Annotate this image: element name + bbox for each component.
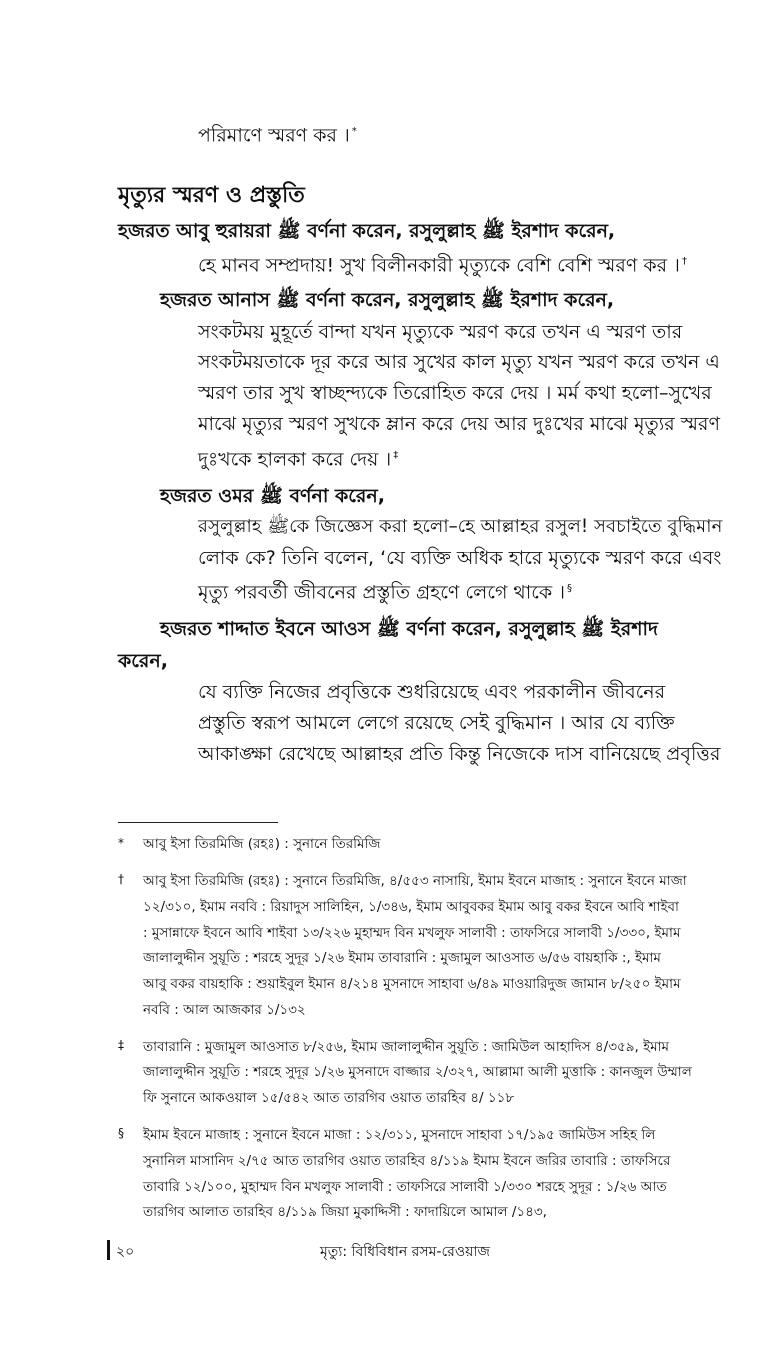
footnote-line: : মুসান্নাফে ইবনে আবি শাইবা ১৩/২২৬ মুহাম্মদ বিন মখলুফ সালাবী : তাফসিরে সালাবী ১/৩৩০, ইমাম [143,925,681,941]
footnote-line: ফি সুনানে আকওয়াল ১৫/৫৪২ আত তারগিব ওয়াত তারহিব ৪/ ১১৮ [143,1090,515,1106]
footnote-line: তাবারানি : মুজামুল আওসাত ৮/২৫৬, ইমাম জালালুদ্দীন সুয়ূতি : জামিউল আহাদিস ৪/৩৫৯, ইমাম [143,1039,670,1055]
hadith-3-line: লোক কে? তিনি বলেন, ‘যে ব্যক্তি অধিক হারে মৃত্যুকে স্মরণ করে এবং [198,547,722,569]
hadith-3-narration: হজরত ওমর ﷺ বর্ণনা করেন, [160,485,385,507]
hadith-1-body: হে মানব সম্প্রদায়! সুখ বিলীনকারী মৃত্যুকে বেশি বেশি স্মরণ কর । [198,254,680,277]
footnote-line: ১২/৩১০, ইমাম নববি : রিয়াদুস সালিহিন, ১/৩৪৬, ইমাম আবুবকর ইমাম আবু বকর ইবনে আবি শাইবা [143,899,679,915]
footnote-ref: * [351,126,357,137]
footnote-divider [118,822,278,823]
hadith-3-line: রসুলুল্লাহ ﷺকে জিজ্ঞেস করা হলো–হে আল্লাহর রসুল! সবচাইতে বুদ্ধিমান [198,516,723,537]
hadith-2-line: মাঝে মৃত্যুর স্মরণ সুখকে ম্লান করে দেয় আর দুঃখের মাঝে মৃত্যুর স্মরণ [198,413,720,435]
footnote-line: জালালুদ্দীন সুয়ূতি : শরহে সুদূর ১/২৬ ইমাম তাবারানি : মুজামুল আওসাত ৬/৫৬ বায়হাকি :, ইমাম [143,950,661,966]
footnote-line: আবু ইসা তিরমিজি (রহঃ) : সুনানে তিরমিজি, ৪/৫৫৩ নাসায়ি, ইমাম ইবনে মাজাহ : সুনানে ইবনে মাজা [143,873,687,889]
footnote-line: আবু ইসা তিরমিজি (রহঃ) : সুনানে তিরমিজি [143,836,381,852]
footnote-mark: § [118,1126,124,1140]
footer-bar [107,1240,110,1260]
hadith-2-line: সংকটময় মুহূর্তে বান্দা যখন মৃত্যুকে স্মরণ করে তখন এ স্মরণ তার [198,321,683,343]
section-heading: মৃত্যুর স্মরণ ও প্রস্তুতি [118,183,305,208]
hadith-4-line: আকাঙ্ক্ষা রেখেছে আল্লাহর প্রতি কিন্তু নিজেকে দাস বানিয়েছে প্রবৃত্তির [198,743,721,765]
hadith-2-line: স্মরণ তার সুখ স্বাচ্ছন্দ্যকে তিরোহিত করে দেয় । মর্ম কথা হলো–সুখের [198,382,712,404]
hadith-1-narration: হজরত আবু হুরায়রা ﷺ বর্ণনা করেন, রসুলুল্লাহ ﷺ ইরশাদ করেন, [118,220,616,242]
footnote-mark: ‡ [118,1038,124,1052]
hadith-3-line [198,574,572,607]
page-number: ২০ [116,1244,135,1260]
hadith-1-text [198,247,687,280]
intro-text: পরিমাণে স্মরণ কর । [198,124,350,147]
hadith-4-narration-cont: করেন, [118,650,168,672]
footnote-mark: † [118,872,124,886]
footnote-line: ইমাম ইবনে মাজাহ : সুনানে ইবনে মাজা : ১২/৩১১, মুসনাদে সাহাবা ১৭/১৯৫ জামিউস সহিহ লি [143,1127,656,1143]
hadith-2-last: দুঃখকে হালকা করে দেয় । [198,448,392,471]
hadith-4-narration: হজরত শাদ্দাত ইবনে আওস ﷺ বর্ণনা করেন, রসুলুল্লাহ ﷺ ইরশাদ [160,618,658,640]
running-title: মৃত্যু: বিধিবিধান রসম-রেওয়াজ [320,1244,490,1260]
footnote-ref: § [567,583,573,594]
footnote-line: নববি : আল আজকার ১/১৩২ [143,1002,306,1018]
footnote-line: জালালুদ্দীন সুয়ূতি : শরহে সুদূর ১/২৬ মুসনাদে বাজ্জার ২/৩২৭, আল্লামা আলী মুত্তাকি : কানজুল উম্মাল [143,1064,692,1080]
hadith-3-last: মৃত্যু পরবর্তী জীবনের প্রস্তুতি গ্রহণে লেগে থাকে । [198,581,566,604]
footnote-line: আবু বকর বায়হাকি : শুয়াইবুল ইমান ৪/২১৪ মুসনাদে সাহাবা ৬/৪৯ মাওয়ারিদুজ জামান ৮/২৫০ ইমাম [143,976,681,992]
footnote-ref: † [681,256,687,267]
footnote-mark: * [118,836,124,850]
footnote-line: তাবারি ১২/১০০, মুহাম্মদ বিন মখলুফ সালাবী : তাফসিরে সালাবী ১/৩৩০ শরহে সুদূর : ১/২৬ আত [143,1179,667,1195]
footnote-line: তারগিব আলাত তারহিব ৪/১১৯ জিয়া মুকাদ্দিসী : ফাদায়িলে আমাল /১৪৩, [143,1204,547,1220]
footnote-line: সুনানিল মাসানিদ ২/৭৫ আত তারগিব ওয়াত তারহিব ৪/১১৯ ইমাম ইবনে জরির তাবারি : তাফসিরে [143,1153,671,1169]
intro-line [198,117,357,150]
hadith-2-line: সংকটময়তাকে দূর করে আর সুখের কাল মৃত্যু যখন স্মরণ করে তখন এ [198,351,720,373]
hadith-4-line: যে ব্যক্তি নিজের প্রবৃত্তিকে শুধরিয়েছে এবং পরকালীন জীবনের [198,681,666,703]
hadith-4-line: প্রস্তুতি স্বরূপ আমলে লেগে রয়েছে সেই বুদ্ধিমান । আর যে ব্যক্তি [198,712,675,734]
hadith-2-line [198,441,398,474]
footnote-ref: ‡ [393,450,399,461]
hadith-2-narration: হজরত আনাস ﷺ বর্ণনা করেন, রসুলুল্লাহ ﷺ ইরশাদ করেন, [160,289,615,311]
